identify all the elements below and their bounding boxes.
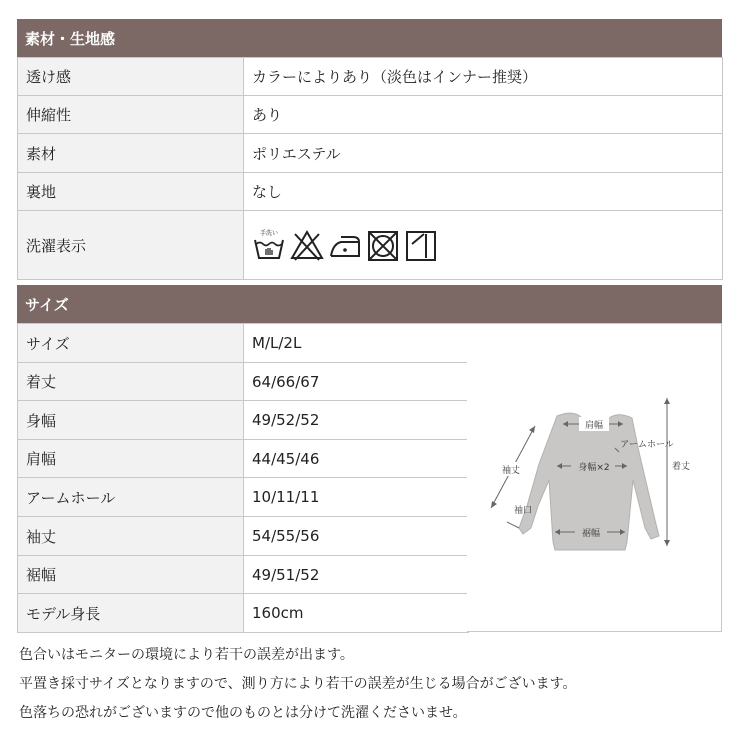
length-label: 着丈: [671, 462, 691, 472]
material-table: [17, 57, 723, 280]
table-row: [18, 594, 469, 633]
table-row: [18, 440, 469, 478]
row-label: 裾幅: [18, 556, 244, 594]
no-tumble-dry-icon: [366, 228, 400, 262]
hand-wash-icon: [252, 228, 286, 262]
row-label: 肩幅: [18, 440, 244, 478]
note-line: 色合いはモニターの環境により若干の誤差が出ます。: [19, 647, 354, 663]
row-label: サイズ: [18, 324, 244, 363]
note-line: 平置き採寸サイズとなりますので、測り方により若干の誤差が生じる場合がございます。: [19, 676, 577, 692]
size-table: [17, 323, 469, 633]
row-label: 洗濯表示: [18, 211, 244, 280]
notes: [19, 645, 576, 732]
care-icons-cell: [244, 211, 723, 280]
measurement-diagram-cell: [467, 323, 722, 632]
armhole-label: アームホール: [620, 440, 674, 450]
table-row: [18, 324, 469, 363]
measurement-diagram: [467, 324, 721, 631]
body-width-label: 身幅×2: [578, 463, 610, 473]
row-label: 着丈: [18, 363, 244, 401]
table-row: [18, 58, 723, 96]
hem-label: 裾幅: [581, 529, 601, 539]
material-section-title: 素材・生地感: [25, 29, 116, 48]
table-row: [18, 556, 469, 594]
table-row: [18, 517, 469, 556]
row-value: 44/45/46: [244, 440, 469, 478]
row-value: カラーによりあり（淡色はインナー推奨）: [244, 58, 723, 96]
row-value: 160cm: [244, 594, 469, 633]
table-row: [18, 401, 469, 440]
table-row: [18, 478, 469, 517]
table-row: [18, 96, 723, 134]
row-label: 裏地: [18, 173, 244, 211]
row-label: 素材: [18, 134, 244, 173]
row-value: 10/11/11: [244, 478, 469, 517]
line-dry-icon: [404, 228, 438, 262]
care-icons: [252, 228, 722, 262]
table-row: [18, 134, 723, 173]
shoulder-label: 肩幅: [584, 421, 604, 431]
row-label: アームホール: [18, 478, 244, 517]
row-value: あり: [244, 96, 723, 134]
row-label: 身幅: [18, 401, 244, 440]
row-value: 49/51/52: [244, 556, 469, 594]
sleeve-length-label: 袖丈: [501, 466, 521, 476]
low-iron-icon: [328, 228, 362, 262]
row-value: 54/55/56: [244, 517, 469, 556]
row-value: ポリエステル: [244, 134, 723, 173]
row-value: 64/66/67: [244, 363, 469, 401]
cuff-label: 袖口: [513, 506, 533, 516]
size-section-title: サイズ: [25, 295, 69, 314]
row-value: 49/52/52: [244, 401, 469, 440]
table-row: [18, 363, 469, 401]
note-line: 色落ちの恐れがございますので他のものとは分けて洗濯くださいませ。: [19, 705, 467, 721]
row-label: モデル身長: [18, 594, 244, 633]
row-label: 透け感: [18, 58, 244, 96]
material-section-header: [17, 19, 722, 57]
row-value: M/L/2L: [244, 324, 469, 363]
table-row: [18, 173, 723, 211]
size-section-header: [17, 285, 722, 323]
sleeve-length-measure: [491, 426, 535, 508]
row-label: 袖丈: [18, 517, 244, 556]
row-value: なし: [244, 173, 723, 211]
row-label: 伸縮性: [18, 96, 244, 134]
no-bleach-icon: [290, 228, 324, 262]
table-row: [18, 211, 723, 280]
length-measure: [664, 398, 690, 546]
hand-wash-text: 手洗い: [259, 230, 279, 237]
